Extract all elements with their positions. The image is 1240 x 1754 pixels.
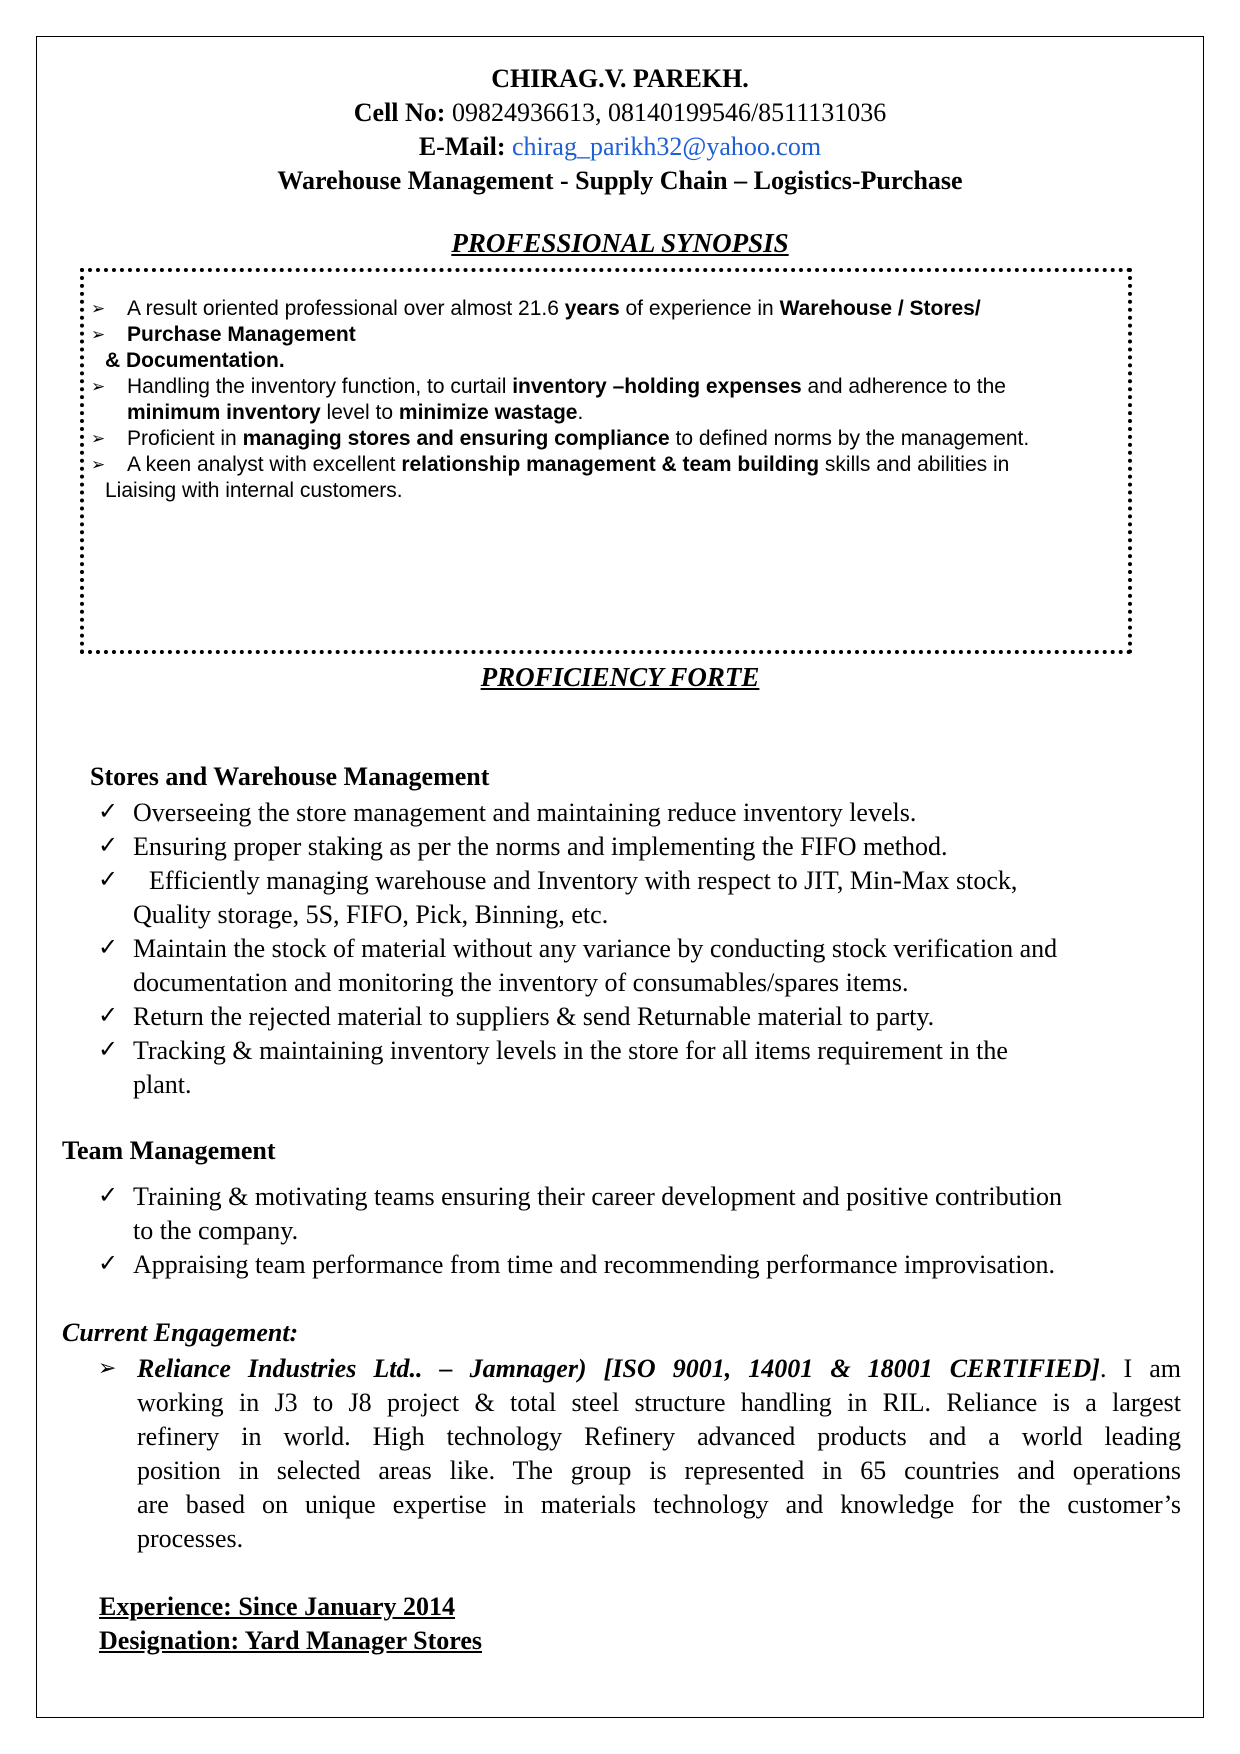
list-item-continuation: plant. — [133, 1070, 192, 1099]
engagement-line: processes. — [137, 1524, 244, 1553]
synopsis-line: Proficient in managing stores and ensuring compliance to defined norms by the management. — [127, 427, 1030, 450]
synopsis-line: & Documentation. — [105, 349, 285, 372]
engagement-line: refinery in world. High technology Refinery advanced products and a world leading — [137, 1422, 1181, 1451]
tagline: Warehouse Management - Supply Chain – Logistics-Purchase — [277, 166, 963, 195]
synopsis-line: Liaising with internal customers. — [105, 479, 403, 502]
arrow-bullet-icon: ➢ — [91, 455, 106, 474]
experience-line: Experience: Since January 2014 — [99, 1592, 456, 1621]
stores-heading: Stores and Warehouse Management — [90, 762, 490, 791]
engagement-line: Reliance Industries Ltd.. – Jamnager) [ISO 9001, 14001 & 18001 CERTIFIED]. I am — [137, 1354, 1181, 1383]
synopsis-line: Handling the inventory function, to curtail inventory –holding expenses and adherence to the — [127, 375, 1006, 398]
check-icon: ✓ — [98, 1003, 119, 1029]
engagement-line: are based on unique expertise in materials technology and knowledge for the customer’s — [137, 1490, 1181, 1519]
engagement-heading: Current Engagement: — [62, 1318, 299, 1347]
email-link[interactable]: chirag_parikh32@yahoo.com — [512, 132, 822, 161]
synopsis-title: PROFESSIONAL SYNOPSIS — [451, 228, 789, 258]
candidate-name: CHIRAG.V. PAREKH. — [491, 64, 749, 93]
list-item: Ensuring proper staking as per the norms and implementing the FIFO method. — [133, 832, 948, 861]
email-line — [0, 130, 1240, 164]
cell-label: Cell No: — [353, 98, 446, 127]
list-item: Tracking & maintaining inventory levels in the store for all items requirement in the — [133, 1036, 1008, 1065]
engagement-line: working in J3 to J8 project & total steel structure handling in RIL. Reliance is a largest — [137, 1388, 1181, 1417]
check-icon: ✓ — [98, 1183, 119, 1209]
check-icon: ✓ — [98, 833, 119, 859]
list-item-continuation: Quality storage, 5S, FIFO, Pick, Binning, etc. — [133, 900, 609, 929]
engagement-line: position in selected areas like. The group is represented in 65 countries and operations — [137, 1456, 1181, 1485]
cell-line — [0, 96, 1240, 130]
list-item-continuation: documentation and monitoring the inventory of consumables/spares items. — [133, 968, 909, 997]
arrow-bullet-icon: ➢ — [91, 299, 106, 318]
list-item-continuation: to the company. — [133, 1216, 299, 1245]
list-item: Efficiently managing warehouse and Inventory with respect to JIT, Min-Max stock, — [149, 866, 1018, 895]
check-icon: ✓ — [98, 867, 119, 893]
list-item: Overseeing the store management and maintaining reduce inventory levels. — [133, 798, 917, 827]
arrow-bullet-icon: ➢ — [91, 377, 106, 396]
arrow-bullet-icon: ➢ — [98, 1355, 117, 1380]
synopsis-line: minimum inventory level to minimize wastage. — [127, 401, 584, 424]
email-label: E-Mail: — [418, 132, 506, 161]
synopsis-line: Purchase Management — [127, 323, 356, 346]
synopsis-line: A result oriented professional over almost 21.6 years of experience in Warehouse / Stores/ — [127, 297, 981, 320]
proficiency-title: PROFICIENCY FORTE — [480, 662, 760, 692]
team-heading: Team Management — [62, 1136, 276, 1165]
company-name: Reliance Industries Ltd.. – Jamnager) [ISO 9001, 14001 & 18001 CERTIFIED] — [137, 1354, 1100, 1383]
designation-line: Designation: Yard Manager Stores — [99, 1626, 483, 1655]
synopsis-line: A keen analyst with excellent relationship management & team building skills and abilities in — [127, 453, 1010, 476]
check-icon: ✓ — [98, 935, 119, 961]
list-item: Appraising team performance from time and recommending performance improvisation. — [133, 1250, 1055, 1279]
list-item: Maintain the stock of material without any variance by conducting stock verification and — [133, 934, 1058, 963]
arrow-bullet-icon: ➢ — [91, 429, 106, 448]
list-item: Return the rejected material to suppliers & send Returnable material to party. — [133, 1002, 935, 1031]
arrow-bullet-icon: ➢ — [91, 325, 106, 344]
check-icon: ✓ — [98, 1251, 119, 1277]
check-icon: ✓ — [98, 799, 119, 825]
check-icon: ✓ — [98, 1037, 119, 1063]
cell-value: 09824936613, 08140199546/8511131036 — [451, 98, 887, 127]
list-item: Training & motivating teams ensuring their career development and positive contribution — [133, 1182, 1063, 1211]
